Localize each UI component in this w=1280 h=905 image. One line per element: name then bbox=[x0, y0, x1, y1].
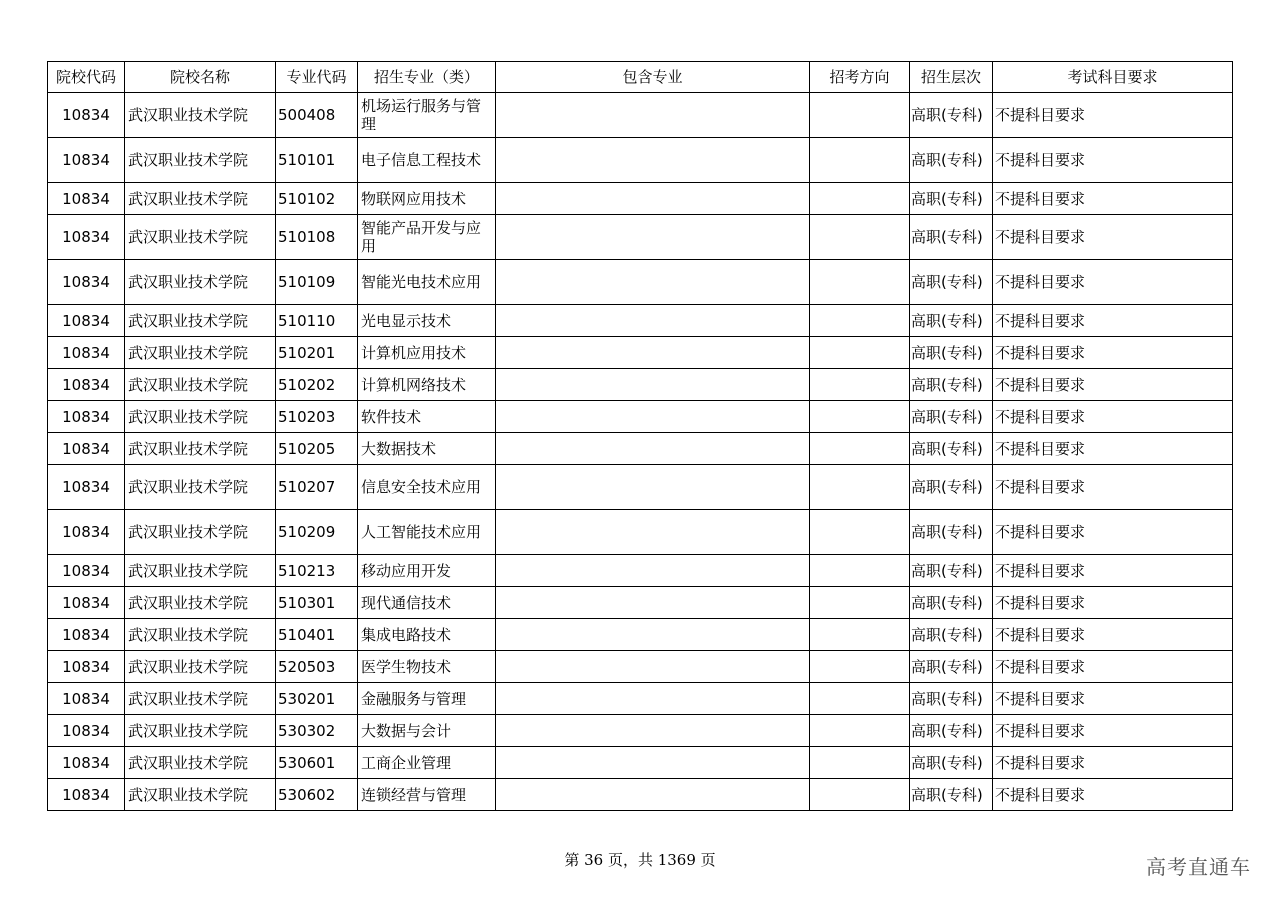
cell-direction bbox=[810, 555, 910, 587]
cell-direction bbox=[810, 651, 910, 683]
cell-school-name: 武汉职业技术学院 bbox=[125, 138, 276, 183]
cell-major: 连锁经营与管理 bbox=[358, 779, 496, 811]
cell-major: 大数据与会计 bbox=[358, 715, 496, 747]
page-number: 第 36 页，共 1369 页 bbox=[564, 851, 716, 869]
table-row bbox=[48, 510, 1233, 555]
cell-direction bbox=[810, 715, 910, 747]
cell-level: 高职(专科) bbox=[910, 215, 993, 260]
cell-requirement: 不提科目要求 bbox=[993, 510, 1233, 555]
cell-direction bbox=[810, 369, 910, 401]
cell-school-code: 10834 bbox=[48, 619, 125, 651]
cell-requirement: 不提科目要求 bbox=[993, 619, 1233, 651]
table-row bbox=[48, 93, 1233, 138]
cell-level: 高职(专科) bbox=[910, 651, 993, 683]
cell-school-code: 10834 bbox=[48, 215, 125, 260]
cell-school-code: 10834 bbox=[48, 260, 125, 305]
cell-includes bbox=[496, 779, 810, 811]
cell-school-code: 10834 bbox=[48, 138, 125, 183]
cell-direction bbox=[810, 747, 910, 779]
cell-requirement: 不提科目要求 bbox=[993, 183, 1233, 215]
cell-major-code: 510109 bbox=[276, 260, 358, 305]
cell-direction bbox=[810, 433, 910, 465]
table-row bbox=[48, 587, 1233, 619]
cell-school-name: 武汉职业技术学院 bbox=[125, 510, 276, 555]
table-row bbox=[48, 305, 1233, 337]
cell-direction bbox=[810, 587, 910, 619]
header-requirement: 考试科目要求 bbox=[993, 62, 1233, 93]
cell-includes bbox=[496, 401, 810, 433]
cell-major: 现代通信技术 bbox=[358, 587, 496, 619]
cell-school-code: 10834 bbox=[48, 183, 125, 215]
header-includes: 包含专业 bbox=[496, 62, 810, 93]
cell-requirement: 不提科目要求 bbox=[993, 337, 1233, 369]
cell-major: 信息安全技术应用 bbox=[358, 465, 496, 510]
cell-major: 机场运行服务与管理 bbox=[358, 93, 496, 138]
cell-includes bbox=[496, 619, 810, 651]
cell-direction bbox=[810, 260, 910, 305]
cell-level: 高职(专科) bbox=[910, 619, 993, 651]
table-row bbox=[48, 260, 1233, 305]
cell-major-code: 530302 bbox=[276, 715, 358, 747]
cell-school-code: 10834 bbox=[48, 337, 125, 369]
cell-school-name: 武汉职业技术学院 bbox=[125, 93, 276, 138]
cell-level: 高职(专科) bbox=[910, 715, 993, 747]
cell-direction bbox=[810, 779, 910, 811]
cell-level: 高职(专科) bbox=[910, 401, 993, 433]
cell-school-name: 武汉职业技术学院 bbox=[125, 260, 276, 305]
cell-includes bbox=[496, 337, 810, 369]
cell-major: 电子信息工程技术 bbox=[358, 138, 496, 183]
table-row bbox=[48, 401, 1233, 433]
cell-requirement: 不提科目要求 bbox=[993, 401, 1233, 433]
cell-school-code: 10834 bbox=[48, 93, 125, 138]
table-row bbox=[48, 555, 1233, 587]
cell-includes bbox=[496, 555, 810, 587]
cell-school-name: 武汉职业技术学院 bbox=[125, 587, 276, 619]
cell-school-name: 武汉职业技术学院 bbox=[125, 369, 276, 401]
table-row bbox=[48, 433, 1233, 465]
cell-requirement: 不提科目要求 bbox=[993, 747, 1233, 779]
cell-school-name: 武汉职业技术学院 bbox=[125, 305, 276, 337]
cell-school-name: 武汉职业技术学院 bbox=[125, 619, 276, 651]
cell-major-code: 510209 bbox=[276, 510, 358, 555]
cell-major-code: 500408 bbox=[276, 93, 358, 138]
cell-major-code: 510102 bbox=[276, 183, 358, 215]
cell-level: 高职(专科) bbox=[910, 465, 993, 510]
table-row bbox=[48, 215, 1233, 260]
cell-school-name: 武汉职业技术学院 bbox=[125, 183, 276, 215]
cell-direction bbox=[810, 619, 910, 651]
cell-school-name: 武汉职业技术学院 bbox=[125, 215, 276, 260]
table-row bbox=[48, 138, 1233, 183]
cell-direction bbox=[810, 305, 910, 337]
table-row bbox=[48, 337, 1233, 369]
cell-requirement: 不提科目要求 bbox=[993, 555, 1233, 587]
cell-includes bbox=[496, 93, 810, 138]
cell-school-code: 10834 bbox=[48, 369, 125, 401]
header-school-code: 院校代码 bbox=[48, 62, 125, 93]
header-major-code: 专业代码 bbox=[276, 62, 358, 93]
cell-major: 人工智能技术应用 bbox=[358, 510, 496, 555]
cell-direction bbox=[810, 215, 910, 260]
cell-direction bbox=[810, 337, 910, 369]
cell-school-name: 武汉职业技术学院 bbox=[125, 683, 276, 715]
cell-direction bbox=[810, 465, 910, 510]
cell-includes bbox=[496, 138, 810, 183]
table-row bbox=[48, 651, 1233, 683]
header-level: 招生层次 bbox=[910, 62, 993, 93]
cell-school-code: 10834 bbox=[48, 747, 125, 779]
cell-requirement: 不提科目要求 bbox=[993, 683, 1233, 715]
cell-direction bbox=[810, 401, 910, 433]
cell-includes bbox=[496, 747, 810, 779]
cell-level: 高职(专科) bbox=[910, 260, 993, 305]
cell-major: 集成电路技术 bbox=[358, 619, 496, 651]
cell-includes bbox=[496, 683, 810, 715]
cell-level: 高职(专科) bbox=[910, 747, 993, 779]
cell-major: 软件技术 bbox=[358, 401, 496, 433]
table-row bbox=[48, 619, 1233, 651]
cell-requirement: 不提科目要求 bbox=[993, 260, 1233, 305]
cell-school-code: 10834 bbox=[48, 555, 125, 587]
cell-major-code: 530201 bbox=[276, 683, 358, 715]
cell-school-name: 武汉职业技术学院 bbox=[125, 433, 276, 465]
cell-requirement: 不提科目要求 bbox=[993, 93, 1233, 138]
cell-school-name: 武汉职业技术学院 bbox=[125, 747, 276, 779]
cell-school-name: 武汉职业技术学院 bbox=[125, 337, 276, 369]
cell-major: 物联网应用技术 bbox=[358, 183, 496, 215]
cell-level: 高职(专科) bbox=[910, 369, 993, 401]
cell-includes bbox=[496, 369, 810, 401]
cell-direction bbox=[810, 510, 910, 555]
cell-level: 高职(专科) bbox=[910, 183, 993, 215]
cell-major-code: 510213 bbox=[276, 555, 358, 587]
table-row bbox=[48, 683, 1233, 715]
header-major: 招生专业（类） bbox=[358, 62, 496, 93]
cell-major: 大数据技术 bbox=[358, 433, 496, 465]
cell-direction bbox=[810, 183, 910, 215]
cell-major: 计算机网络技术 bbox=[358, 369, 496, 401]
cell-includes bbox=[496, 215, 810, 260]
cell-major: 医学生物技术 bbox=[358, 651, 496, 683]
cell-requirement: 不提科目要求 bbox=[993, 587, 1233, 619]
cell-level: 高职(专科) bbox=[910, 779, 993, 811]
watermark: 高考直通车 bbox=[1146, 855, 1251, 879]
cell-major: 金融服务与管理 bbox=[358, 683, 496, 715]
table-row bbox=[48, 747, 1233, 779]
header-direction: 招考方向 bbox=[810, 62, 910, 93]
admissions-table bbox=[47, 61, 1233, 811]
cell-major-code: 510110 bbox=[276, 305, 358, 337]
cell-requirement: 不提科目要求 bbox=[993, 433, 1233, 465]
cell-includes bbox=[496, 305, 810, 337]
cell-level: 高职(专科) bbox=[910, 305, 993, 337]
cell-includes bbox=[496, 715, 810, 747]
cell-school-code: 10834 bbox=[48, 433, 125, 465]
cell-level: 高职(专科) bbox=[910, 587, 993, 619]
cell-requirement: 不提科目要求 bbox=[993, 369, 1233, 401]
cell-level: 高职(专科) bbox=[910, 93, 993, 138]
cell-school-code: 10834 bbox=[48, 715, 125, 747]
cell-level: 高职(专科) bbox=[910, 683, 993, 715]
cell-major-code: 510205 bbox=[276, 433, 358, 465]
cell-major-code: 510202 bbox=[276, 369, 358, 401]
cell-school-name: 武汉职业技术学院 bbox=[125, 715, 276, 747]
cell-school-code: 10834 bbox=[48, 779, 125, 811]
cell-school-name: 武汉职业技术学院 bbox=[125, 555, 276, 587]
cell-school-name: 武汉职业技术学院 bbox=[125, 651, 276, 683]
cell-includes bbox=[496, 587, 810, 619]
cell-major-code: 510201 bbox=[276, 337, 358, 369]
cell-major-code: 510207 bbox=[276, 465, 358, 510]
cell-includes bbox=[496, 651, 810, 683]
cell-major: 智能光电技术应用 bbox=[358, 260, 496, 305]
cell-school-code: 10834 bbox=[48, 401, 125, 433]
cell-requirement: 不提科目要求 bbox=[993, 215, 1233, 260]
cell-major-code: 520503 bbox=[276, 651, 358, 683]
cell-level: 高职(专科) bbox=[910, 433, 993, 465]
cell-requirement: 不提科目要求 bbox=[993, 779, 1233, 811]
cell-school-code: 10834 bbox=[48, 587, 125, 619]
cell-direction bbox=[810, 93, 910, 138]
cell-school-code: 10834 bbox=[48, 651, 125, 683]
cell-direction bbox=[810, 138, 910, 183]
header-school-name: 院校名称 bbox=[125, 62, 276, 93]
header-row bbox=[48, 62, 1233, 93]
cell-school-name: 武汉职业技术学院 bbox=[125, 465, 276, 510]
cell-major-code: 510108 bbox=[276, 215, 358, 260]
cell-requirement: 不提科目要求 bbox=[993, 305, 1233, 337]
cell-includes bbox=[496, 510, 810, 555]
cell-major: 光电显示技术 bbox=[358, 305, 496, 337]
cell-major: 移动应用开发 bbox=[358, 555, 496, 587]
cell-major: 智能产品开发与应用 bbox=[358, 215, 496, 260]
cell-requirement: 不提科目要求 bbox=[993, 138, 1233, 183]
cell-major-code: 530602 bbox=[276, 779, 358, 811]
cell-includes bbox=[496, 260, 810, 305]
cell-major: 工商企业管理 bbox=[358, 747, 496, 779]
table-row bbox=[48, 183, 1233, 215]
cell-requirement: 不提科目要求 bbox=[993, 465, 1233, 510]
cell-school-code: 10834 bbox=[48, 465, 125, 510]
cell-school-name: 武汉职业技术学院 bbox=[125, 779, 276, 811]
cell-requirement: 不提科目要求 bbox=[993, 651, 1233, 683]
cell-major-code: 510101 bbox=[276, 138, 358, 183]
cell-major-code: 510301 bbox=[276, 587, 358, 619]
cell-major-code: 510203 bbox=[276, 401, 358, 433]
cell-requirement: 不提科目要求 bbox=[993, 715, 1233, 747]
cell-level: 高职(专科) bbox=[910, 337, 993, 369]
cell-level: 高职(专科) bbox=[910, 555, 993, 587]
cell-major-code: 530601 bbox=[276, 747, 358, 779]
cell-school-code: 10834 bbox=[48, 510, 125, 555]
table-row bbox=[48, 465, 1233, 510]
cell-school-code: 10834 bbox=[48, 305, 125, 337]
cell-includes bbox=[496, 433, 810, 465]
cell-includes bbox=[496, 465, 810, 510]
cell-major: 计算机应用技术 bbox=[358, 337, 496, 369]
cell-level: 高职(专科) bbox=[910, 510, 993, 555]
table-row bbox=[48, 779, 1233, 811]
cell-major-code: 510401 bbox=[276, 619, 358, 651]
table-row bbox=[48, 715, 1233, 747]
cell-level: 高职(专科) bbox=[910, 138, 993, 183]
cell-school-name: 武汉职业技术学院 bbox=[125, 401, 276, 433]
cell-includes bbox=[496, 183, 810, 215]
table-row bbox=[48, 369, 1233, 401]
cell-direction bbox=[810, 683, 910, 715]
cell-school-code: 10834 bbox=[48, 683, 125, 715]
